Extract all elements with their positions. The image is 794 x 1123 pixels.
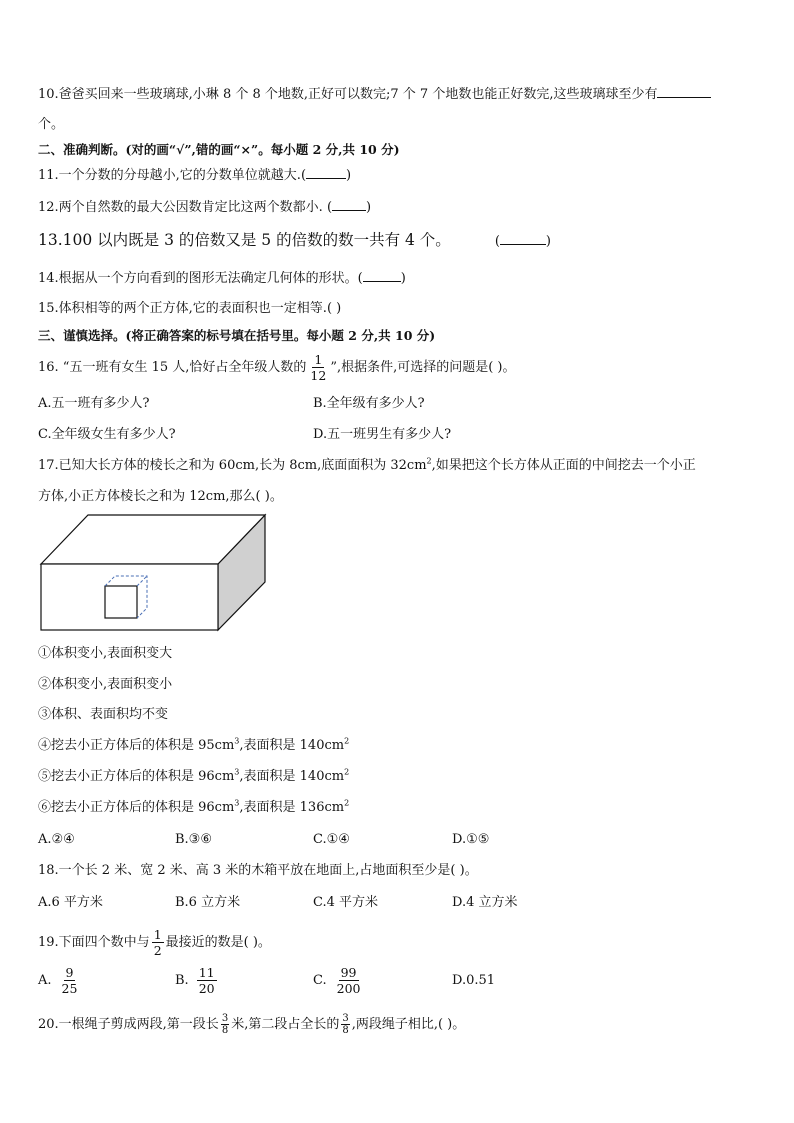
- question-10: [38, 84, 711, 105]
- paren-open: (: [494, 234, 500, 249]
- paren-close: ): [366, 200, 372, 215]
- q16-option-c[interactable]: C.全年级女生有多少人?: [38, 427, 176, 442]
- question-14: [38, 268, 406, 289]
- q17-statement-4: ④挖去小正方体后的体积是 $95cm^3$,表面积是 $140cm^2$: [38, 736, 350, 753]
- q17-statement-2: ②体积变小,表面积变小: [38, 677, 173, 692]
- question-17-line-2: 方体,小正方体棱长之和为 12cm,那么( )。: [38, 489, 283, 504]
- q16-option-b[interactable]: B.全年级有多少人?: [313, 396, 425, 411]
- q18-option-a[interactable]: A.6 平方米: [38, 895, 103, 910]
- q17-statement-1: ①体积变小,表面积变大: [38, 646, 173, 661]
- q17-statement-6: ⑥挖去小正方体后的体积是 $96cm^3$,表面积是 $136cm^2$: [38, 798, 350, 815]
- q18-option-c[interactable]: C.4 平方米: [313, 895, 379, 910]
- q17-option-d[interactable]: D.①⑤: [452, 832, 490, 847]
- q19-option-b[interactable]: B. $\frac{11}{20}$: [175, 965, 215, 996]
- q17-statement-3: ③体积、表面积均不变: [38, 707, 169, 722]
- section-3-title: 三、谨慎选择。(将正确答案的标号填在括号里。每小题 2 分,共 10 分): [38, 328, 436, 343]
- paren-close: ): [346, 168, 352, 183]
- question-13: [38, 230, 551, 252]
- q17-option-c[interactable]: C.①④: [313, 832, 350, 847]
- q19-option-c[interactable]: C. $\frac{99}{200}$: [313, 965, 361, 996]
- q17-statement-5: ⑤挖去小正方体后的体积是 $96cm^3$,表面积是 $140cm^2$: [38, 767, 350, 784]
- answer-blank[interactable]: [332, 197, 366, 211]
- question-16-post: ”,根据条件,可选择的问题是( )。: [330, 360, 516, 375]
- answer-blank[interactable]: [500, 231, 546, 245]
- q19-option-d[interactable]: D.0.51: [452, 973, 496, 988]
- answer-blank[interactable]: [363, 268, 401, 282]
- answer-blank[interactable]: [306, 165, 346, 179]
- small-cube-front: [105, 586, 137, 618]
- fraction-3-8: $\frac{3}{8}$: [221, 1013, 229, 1036]
- q18-option-d[interactable]: D.4 立方米: [452, 895, 518, 910]
- q18-option-b[interactable]: B.6 立方米: [175, 895, 241, 910]
- fraction-3-8: $\frac{3}{8}$: [342, 1013, 349, 1036]
- q16-option-d[interactable]: D.五一班男生有多少人?: [313, 427, 452, 442]
- question-20: 20.一根绳子剪成两段,第一段长 $\frac{3}{8}$ 米,第二段占全长的 $\frac{3}{8}$ ,两段绳子相比,( )。: [38, 1013, 466, 1036]
- question-12: [38, 197, 371, 218]
- answer-blank[interactable]: [657, 84, 711, 98]
- question-17-line-1: 17.已知大长方体的棱长之和为 60cm,长为 8cm,底面面积为 $32cm^2$,如果把这个长方体从正面的中间挖去一个小正: [38, 456, 696, 473]
- question-10-continued: 个。: [38, 117, 65, 132]
- q17-option-a[interactable]: A.②④: [38, 832, 75, 847]
- question-11-text: 11.一个分数的分母越小,它的分数单位就越大.(: [38, 168, 307, 183]
- q16-option-a[interactable]: A.五一班有多少人?: [38, 396, 150, 411]
- question-16-pre: 16. “五一班有女生 15 人,恰好占全年级人数的: [38, 360, 307, 375]
- cuboid-figure: [38, 512, 270, 636]
- question-10-text: 10.爸爸买回来一些玻璃球,小琳 8 个 8 个地数,正好可以数完;7 个 7 个地数也能正好数完,这些玻璃球至少有: [38, 87, 658, 102]
- q17-option-b[interactable]: B.③⑥: [175, 832, 212, 847]
- question-14-text: 14.根据从一个方向看到的图形无法确定几何体的形状。(: [38, 271, 363, 286]
- fraction-1-2: $\frac{1}{2}$: [153, 927, 162, 958]
- fraction-1-12: $\frac{1}{12}$: [310, 352, 327, 383]
- question-16: [38, 352, 516, 383]
- paren-close: ): [400, 271, 406, 286]
- question-18: 18.一个长 2 米、宽 2 米、高 3 米的木箱平放在地面上,占地面积至少是( )。: [38, 863, 478, 878]
- question-13-text: 13.100 以内既是 3 的倍数又是 5 的倍数的数一共有 4 个。: [38, 231, 451, 249]
- question-19: 19.下面四个数中与 $\frac{1}{2}$ 最接近的数是( )。: [38, 927, 271, 958]
- question-15: 15.体积相等的两个正方体,它的表面积也一定相等.( ): [38, 301, 342, 316]
- section-2-title: 二、准确判断。(对的画“√”,错的画“×”。每小题 2 分,共 10 分): [38, 142, 400, 157]
- question-12-text: 12.两个自然数的最大公因数肯定比这两个数都小. (: [38, 200, 333, 215]
- question-11: [38, 165, 351, 186]
- q19-option-a[interactable]: A. $\frac{9}{25}$: [38, 965, 78, 996]
- paren-close: ): [545, 234, 551, 249]
